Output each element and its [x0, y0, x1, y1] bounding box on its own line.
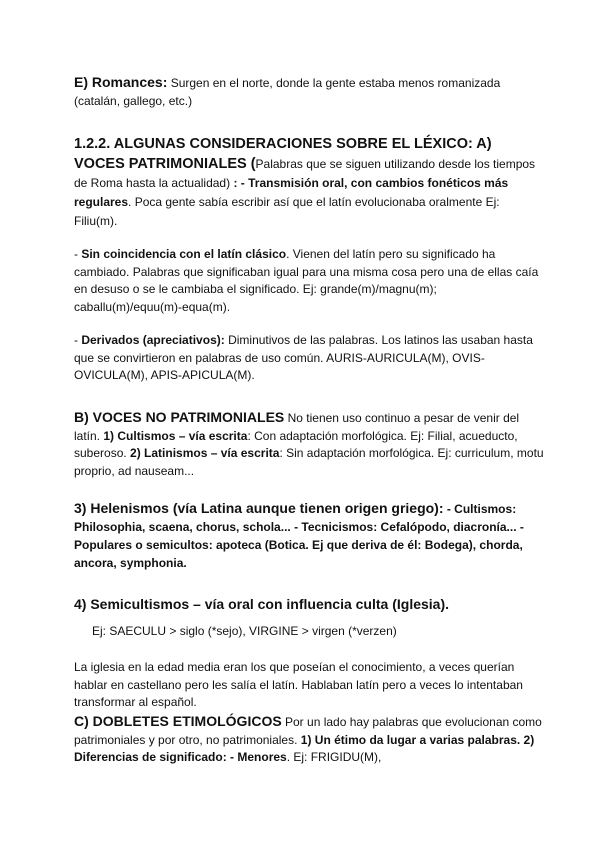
dobletes-text1: Por un lado hay palabras que evolucionan como patrimoniales y por otro, no patrimoniales. [74, 715, 542, 747]
latinismos-label: 2) Latinismos – vía escrita [130, 446, 280, 460]
dobletes-paragraph [74, 711, 544, 767]
lexico-colon: : - [233, 176, 249, 190]
romances-text: Surgen en el norte, donde la gente estaba menos romanizada (catalán, gallego, etc.) [74, 76, 501, 108]
derivados-dash: - [74, 333, 82, 347]
coincidencia-dash: - [74, 247, 82, 261]
coincidencia-text: . Vienen del latín pero su significado ha cambiado. Palabras que significaban igual para una misma cosa pero una de ellas caía en desuso o se le cambiaba el significado. Ej: grande(m)/magnu(m); caballu(m)/equu(m)-equa(m). [74, 247, 539, 314]
transmision-text: . Poca gente sabía escribir así que el latín evolucionaba oralmente Ej: Filiu(m). [74, 195, 500, 228]
helenismos-heading: 3) Helenismos (vía Latina aunque tienen origen griego): [74, 500, 444, 516]
no-patrimoniales-paragraph [74, 407, 544, 480]
helenismos-body: - Cultismos: Philosophia, scaena, chorus, schola... - Tecnicismos: Cefalópodo, diacronía... - Populares o semicultos: apoteca (Botica. Ej que deriva de él: Bodega), chorda, ancora, symphonia. [74, 502, 524, 570]
dobletes-heading: C) DOBLETES ETIMOLÓGICOS [74, 713, 282, 729]
no-patrimoniales-heading: B) VOCES NO PATRIMONIALES [74, 409, 285, 425]
derivados-label: Derivados (apreciativos): [81, 333, 225, 347]
romances-paragraph [74, 72, 544, 110]
semicultismos-heading-block [74, 594, 544, 615]
iglesia-paragraph: La iglesia en la edad media eran los que poseían el conocimiento, a veces querían hablar en castellano pero les salía el latín. Hablaban latín pero a veces lo intentaban transformar al español. [74, 660, 523, 709]
semicultismos-example: Ej: SAECULU > siglo (*sejo), VIRGINE > virgen (*verzen) [92, 624, 397, 638]
derivados-text: Diminutivos de las palabras. Los latinos las usaban hasta que se convirtieron en palabras de uso común. AURIS-AURICULA(M), OVIS-OVICULA(M), APIS-APICULA(M). [74, 333, 533, 382]
helenismos-paragraph [74, 498, 544, 572]
no-patrimoniales-text3: : Sin adaptación morfológica. Ej: curriculum, motu proprio, ad nauseam... [74, 446, 544, 478]
no-patrimoniales-text2: : Con adaptación morfológica. Ej: Filial, acueducto, suberoso. [74, 428, 518, 460]
lexico-paragraph [74, 134, 544, 231]
dobletes-text2: . Ej: FRIGIDU(M), [286, 750, 382, 764]
transmision-label: Transmisión oral, con cambios fonéticos más regulares [74, 176, 509, 209]
coincidencia-paragraph [74, 246, 544, 316]
lexico-intro: Palabras que se siguen utilizando desde los tiempos de Roma hasta la actualidad) [74, 157, 536, 190]
semicultismos-heading: 4) Semicultismos – vía oral con influencia culta (Iglesia). [74, 596, 450, 612]
no-patrimoniales-text1: No tienen uso continuo a pesar de venir del latín. [74, 411, 520, 443]
romances-heading: E) Romances: [74, 74, 168, 90]
dobletes-bold: 1) Un étimo da lugar a varias palabras. 2) Diferencias de significado: - Menores [74, 732, 535, 764]
coincidencia-label: Sin coincidencia con el latín clásico [81, 247, 287, 261]
derivados-paragraph [74, 332, 544, 385]
cultismos-label: 1) Cultismos – vía escrita [103, 428, 248, 443]
lexico-heading: 1.2.2. ALGUNAS CONSIDERACIONES SOBRE EL LÉXICO: A) VOCES PATRIMONIALES ( [74, 136, 492, 172]
